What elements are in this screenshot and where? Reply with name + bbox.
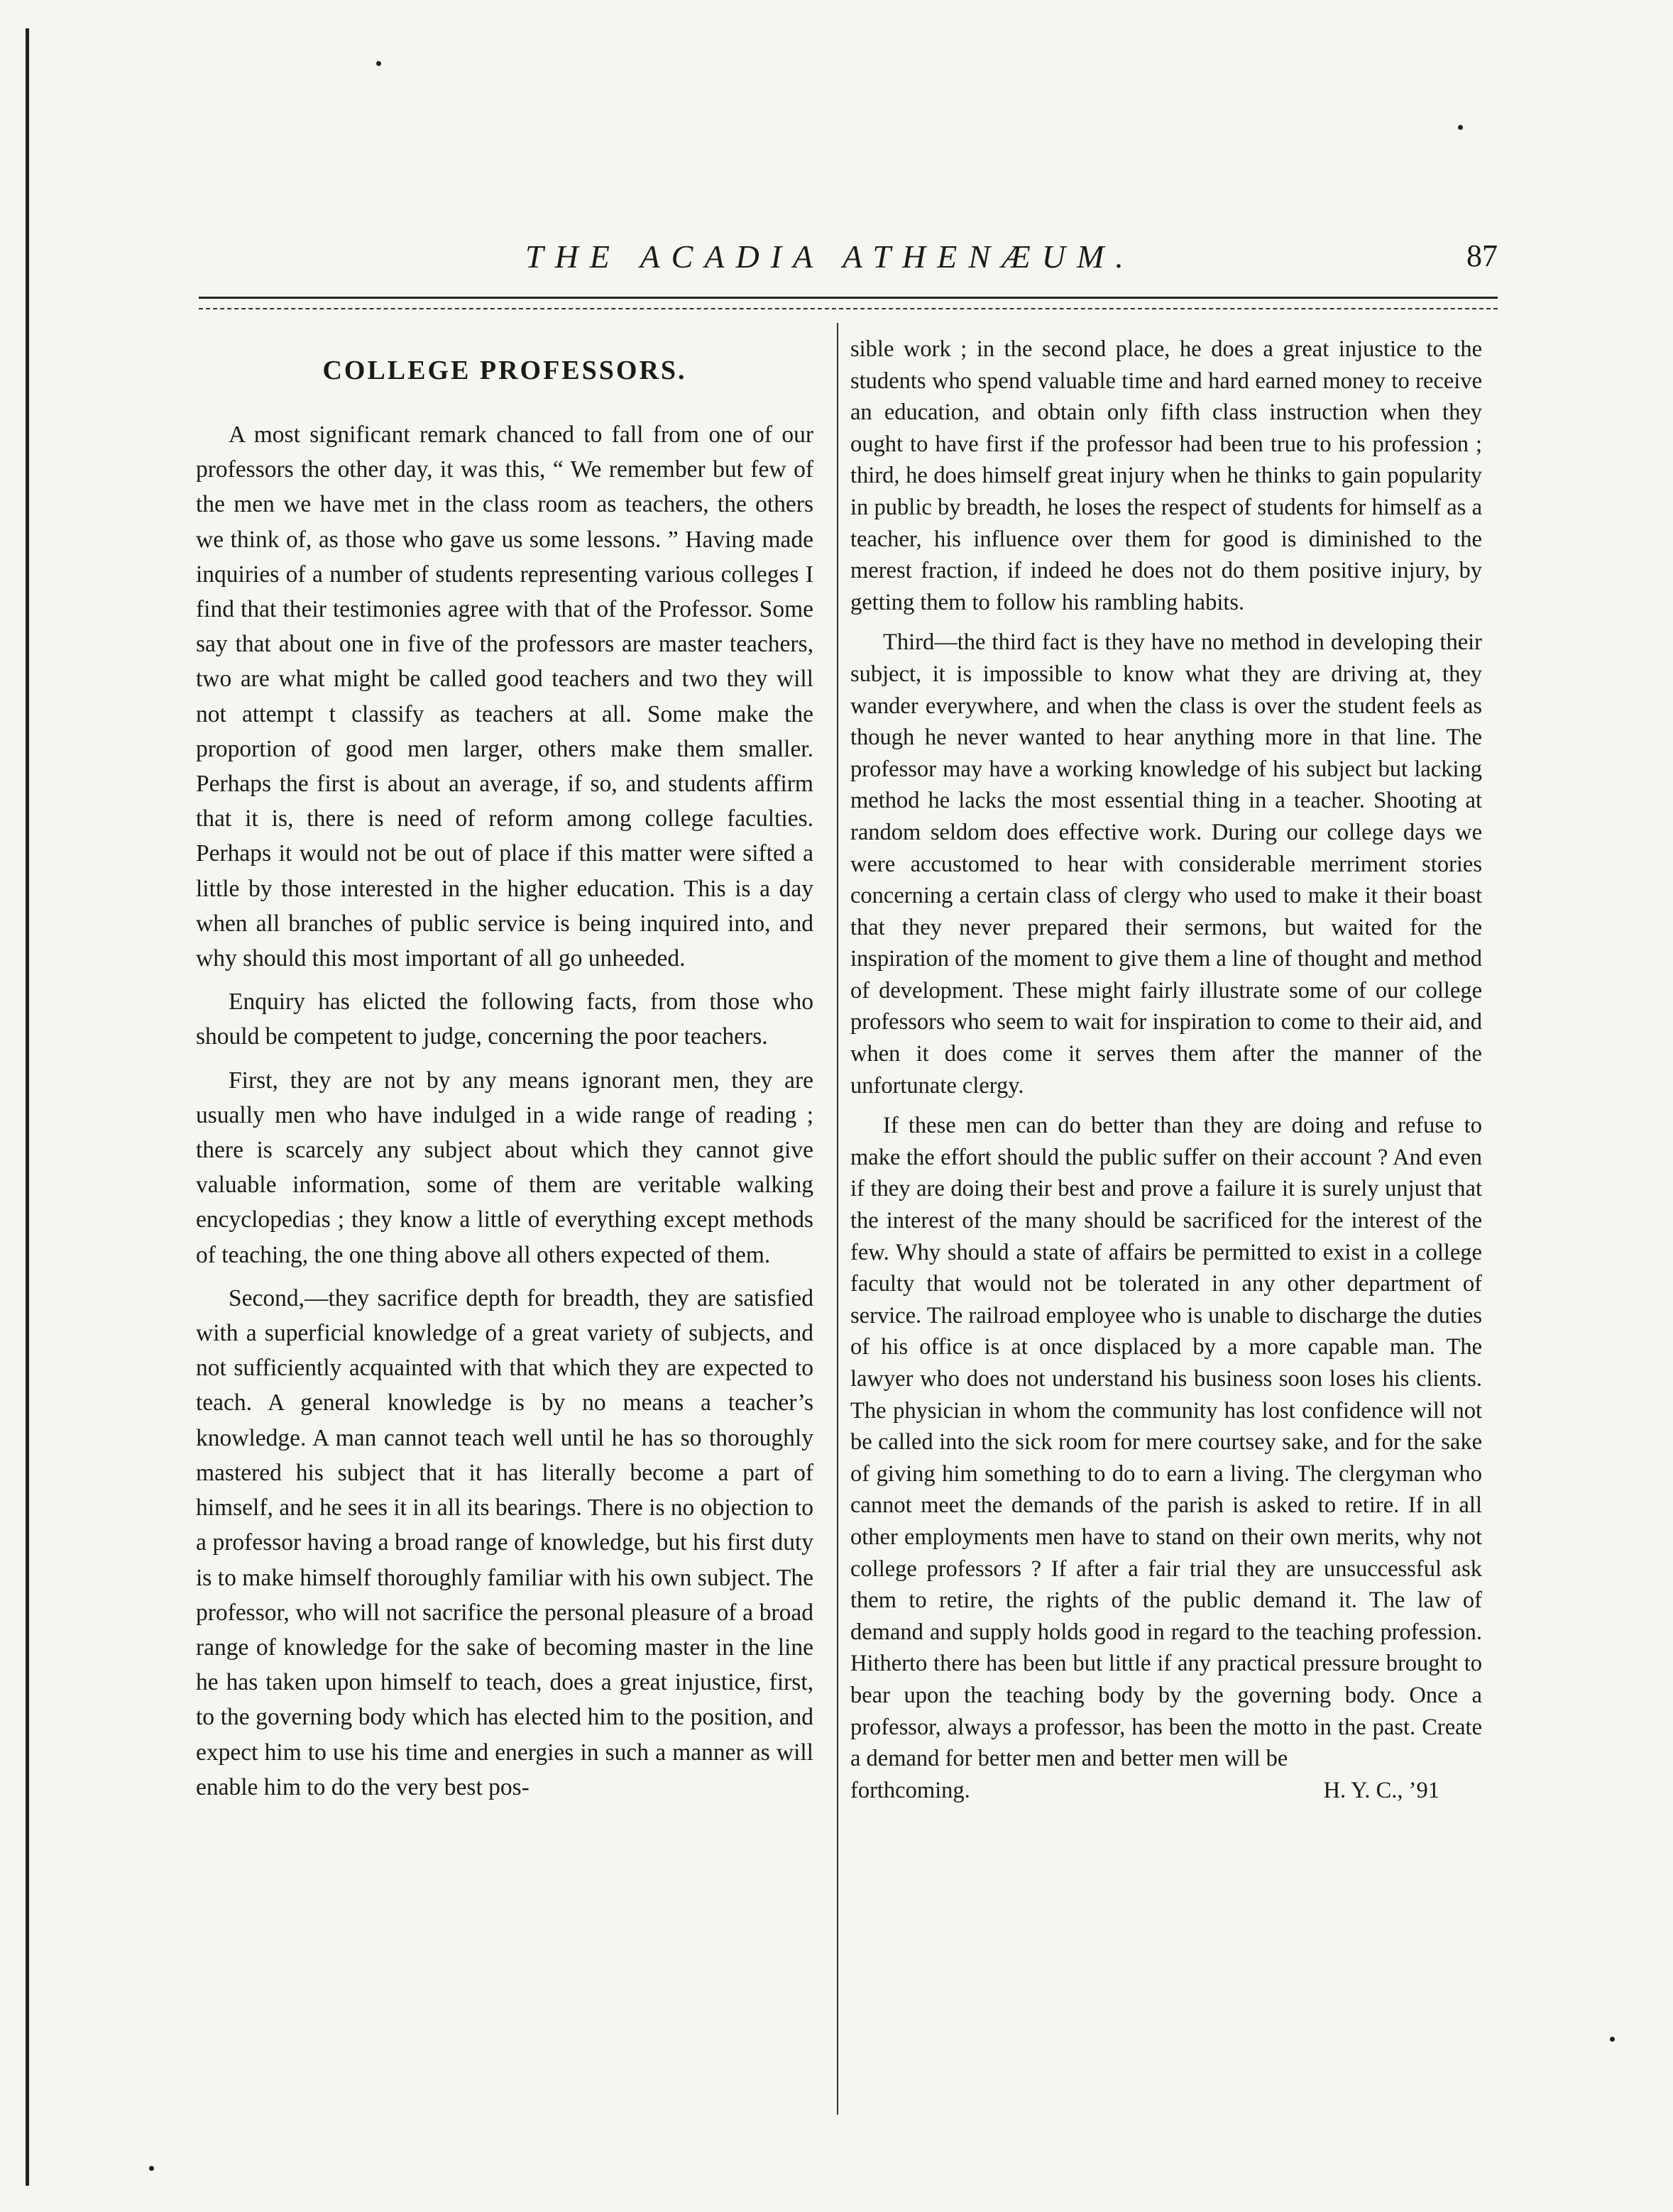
running-head: THE ACADIA ATHENÆUM.	[525, 238, 1135, 275]
article-title: COLLEGE PROFESSORS.	[322, 356, 687, 385]
paragraph: A most significant remark chanced to fall from one of our professors the other day, it was this, “ We remember but few of the men we have met in the class room as teachers, the others we think of, as those who gave us some lessons. ” Having made inquiries of a number of students representing various colleges I find that their testimonies agree with that of the Professor. Some say that about one in five of the professors are master teachers, two are what might be called good teachers and two they will not attempt t classify as teachers at all. Some make the proportion of good men larger, others make them smaller. Perhaps the first is about an average, if so, and students affirm that it is, there is need of reform among college faculties. Perhaps it would not be out of place if this matter were sifted a little by those interested in the higher education. This is a day when all branches of public service is being inquired into, and why should this most important of all go unheeded.	[196, 422, 813, 972]
header-rule-dashed	[199, 308, 1498, 309]
closing-line	[850, 1775, 1482, 1807]
paragraph: Third—the third fact is they have no method in developing their subject, it is impossible to know what they are driving at, they wander everywhere, and when the class is over the student feels as though he never wanted to hear anything more in that line. The professor may have a working knowledge of his subject but lacking method he lacks the most essential thing in a teacher. Shooting at random seldom does effective work. During our college days we were accustomed to hear with considerable merriment stories concerning a certain class of clergy who used to make it their boast that they never prepared their sermons, but waited for the inspiration of the moment to give them a line of thought and method of development. These might fairly illustrate some of our college professors who seem to wait for inspiration to come to their aid, and when it does come it serves them after the manner of the unfortunate clergy.	[850, 629, 1482, 1099]
page-number: 87	[1466, 238, 1498, 273]
ink-speck	[149, 2166, 154, 2171]
paragraph: First, they are not by any means ignorant men, they are usually men who have indulged in a wide range of reading ; there is scarcely any subject about which they cannot give valuable information, some of them are veritable walking encyclopedias ; they know a little of everything except methods of teaching, the one thing above all others expected of them.	[196, 1067, 813, 1268]
paragraph: Enquiry has elicted the following facts, from those who should be competent to judge, concerning the poor teachers.	[196, 989, 813, 1050]
left-column	[196, 334, 813, 1813]
paragraph: If these men can do better than they are doing and refuse to make the effort should the public suffer on their account ? And even if they are doing their best and prove a failure it is surely unjust that the interest of the many should be sacrificed for the interest of the few. Why should a state of affairs be permitted to exist in a college faculty that would not be tolerated in any other department of service. The railroad employee who is unable to discharge the duties of his office is at once displaced by a more capable man. The lawyer who does not understand his business soon loses his clients. The physician in whom the community has lost confidence will not be called into the sick room for mere courtsey sake, and for the sake of giving him something to do to earn a living. The clergyman who cannot meet the demands of the parish is asked to retire. If in all other employments men have to stand on their own merits, why not college professors ? If after a fair trial they are unsuccessful ask them to retire, the rights of the public demand it. The law of demand and supply holds good in regard to the teaching profession. Hitherto there has been but little if any practical pressure brought to bear upon the teaching body by the governing body. Once a professor, always a professor, has been the motto in the past. Create a demand for better men and better men will be	[850, 1113, 1482, 1772]
page-margin-rule	[26, 28, 29, 2186]
ink-speck	[376, 61, 381, 66]
paragraph-continuation: sible work ; in the second place, he does a great injustice to the students who spend valuable time and hard earned money to receive an education, and obtain only fifth class instruction when they ought to have first if the professor had been true to his profession ; third, he does himself great injury when he thinks to gain popularity in public by breadth, he loses the respect of students for himself as a teacher, his influence over them for good is diminished to the merest fraction, if indeed he does not do them positive injury, by getting them to follow his rambling habits.	[850, 336, 1482, 615]
ink-speck	[1610, 2037, 1615, 2042]
closing-word: forthcoming.	[850, 1777, 970, 1803]
page-header	[199, 238, 1498, 287]
ink-speck	[1458, 125, 1463, 130]
paragraph: Second,—they sacrifice depth for breadth, they are satisfied with a superficial knowledge of a great variety of subjects, and not sufficiently acquainted with that which they are expected to teach. A general knowledge is by no means a teacher’s knowledge. A man cannot teach well until he has so thoroughly mastered his subject that it has literally become a part of himself, and he sees it in all its bearings. There is no objection to a professor having a broad range of knowledge, but his first duty is to make himself thoroughly familiar with his own subject. The professor, who will not sacrifice the personal pleasure of a broad range of knowledge for the sake of becoming master in the line he has taken upon himself to teach, does a great injustice, first, to the governing body which has elected him to the position, and expect him to use his time and energies in such a manner as will enable him to do the very best pos-	[196, 1284, 813, 1800]
column-divider	[837, 323, 838, 2115]
right-column	[850, 334, 1482, 1806]
author-signature: H. Y. C., ’91	[1323, 1777, 1439, 1803]
header-rule	[199, 297, 1498, 299]
